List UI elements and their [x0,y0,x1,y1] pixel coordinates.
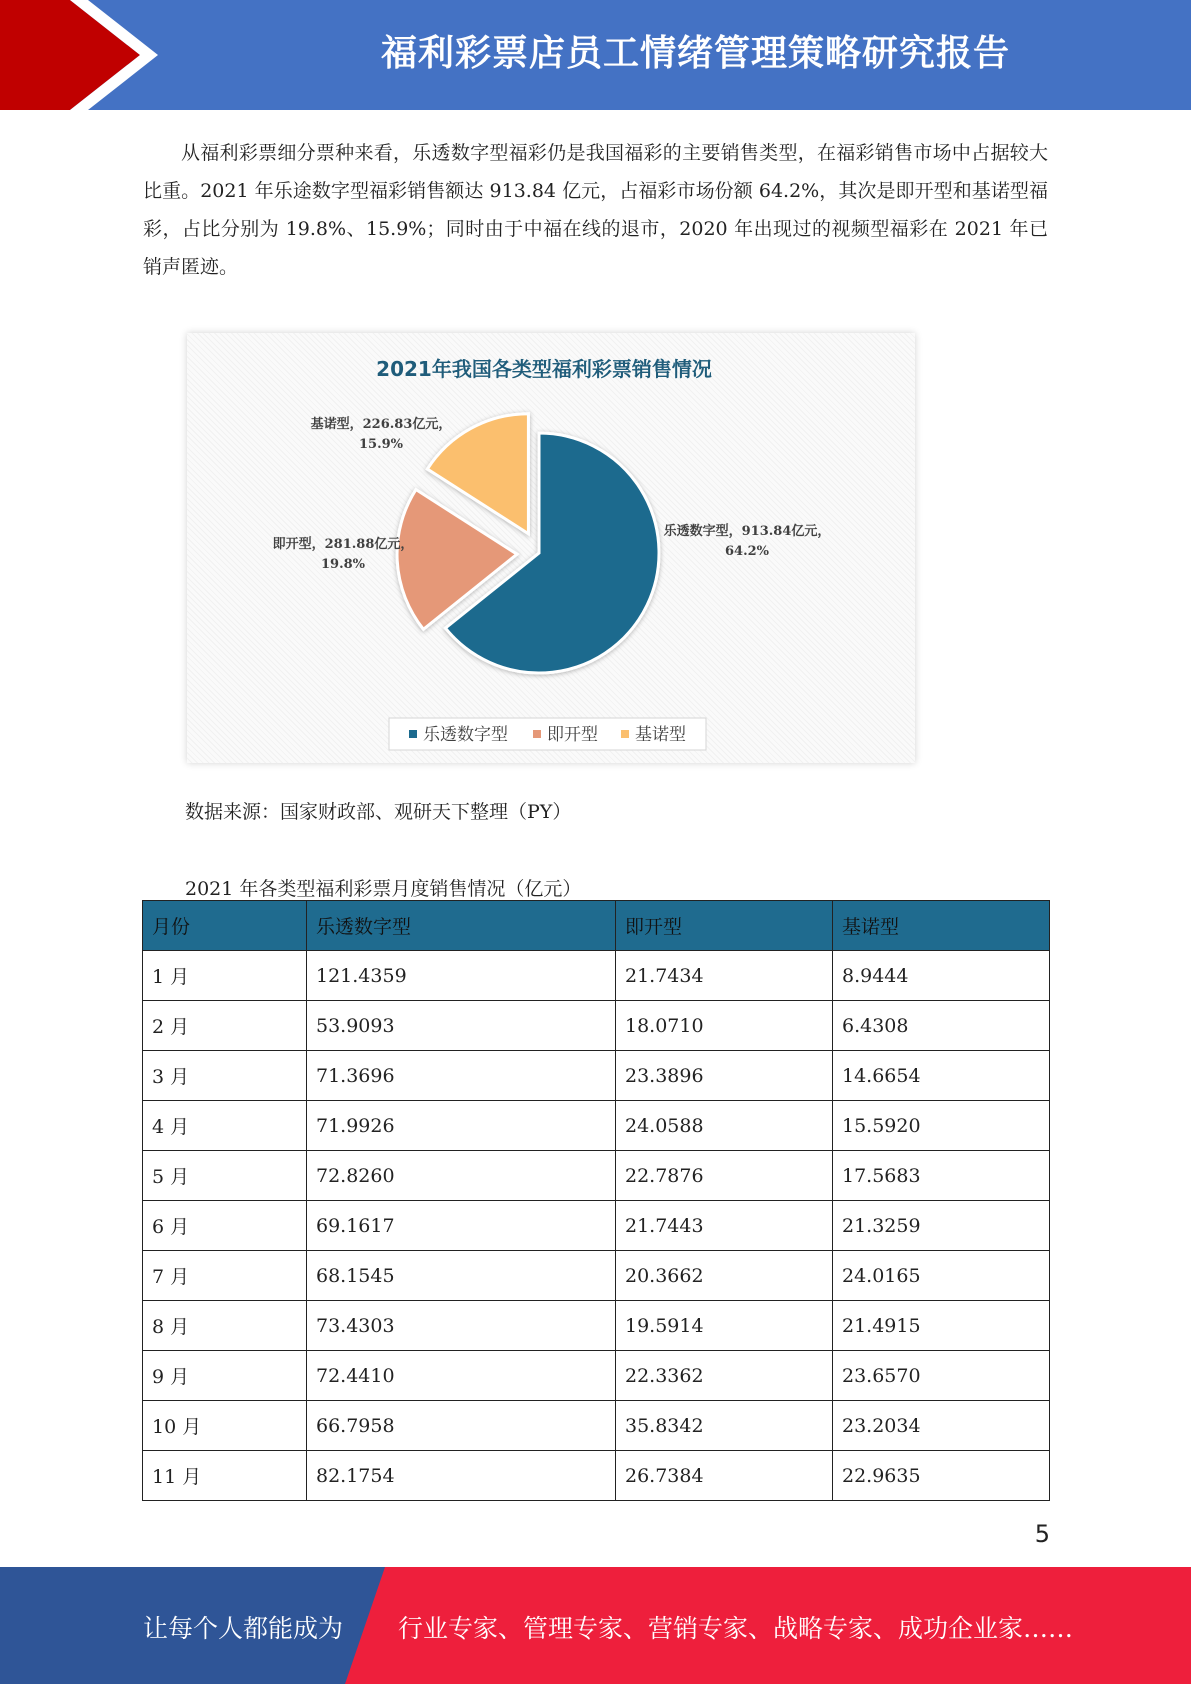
table-cell: 66.7958 [307,1401,616,1451]
table-cell: 8.9444 [833,951,1050,1001]
table-cell: 82.1754 [307,1451,616,1501]
slice-percent-label: 64.2% [724,544,770,559]
table-cell: 35.8342 [616,1401,833,1451]
pie-chart-svg [187,333,915,763]
page-header [0,0,1191,110]
table-cell: 6.4308 [833,1001,1050,1051]
source-note: 数据来源：国家财政部、观研天下整理（PY） [185,801,572,823]
page-number: 5 [1034,1520,1050,1548]
table-cell: 24.0165 [833,1251,1050,1301]
table-cell: 11 月 [143,1451,307,1501]
table-row [143,1251,1050,1301]
table-row [143,1001,1050,1051]
table-header-cell: 月份 [143,901,307,951]
legend-swatch [533,730,541,738]
table-row [143,1201,1050,1251]
table-cell: 5 月 [143,1151,307,1201]
table-cell: 22.9635 [833,1451,1050,1501]
table-cell: 72.4410 [307,1351,616,1401]
table-header-cell: 即开型 [616,901,833,951]
table-row [143,1151,1050,1201]
table-row [143,1351,1050,1401]
table-cell: 53.9093 [307,1001,616,1051]
table-cell: 24.0588 [616,1101,833,1151]
table-cell: 15.5920 [833,1101,1050,1151]
table-header-cell: 乐透数字型 [307,901,616,951]
table-cell: 8 月 [143,1301,307,1351]
table-cell: 121.4359 [307,951,616,1001]
table-cell: 18.0710 [616,1001,833,1051]
slice-percent-label: 15.9% [358,437,404,452]
legend-label: 基诺型 [635,725,686,745]
legend-swatch [409,730,417,738]
monthly-sales-table [142,900,1050,1501]
table-cell: 6 月 [143,1201,307,1251]
page-title: 福利彩票店员工情绪管理策略研究报告 [380,33,1010,74]
slice-label: 乐透数字型，913.84亿元， [663,524,831,539]
slice-label: 即开型，281.88亿元， [272,537,414,552]
slice-label: 基诺型，226.83亿元， [310,417,452,432]
page-footer [0,1567,1191,1684]
table-cell: 19.5914 [616,1301,833,1351]
table-caption: 2021 年各类型福利彩票月度销售情况（亿元） [185,878,582,900]
table-cell: 21.4915 [833,1301,1050,1351]
table-row [143,1101,1050,1151]
table-cell: 10 月 [143,1401,307,1451]
table-cell: 73.4303 [307,1301,616,1351]
table-header-cell: 基诺型 [833,901,1050,951]
table-cell: 23.3896 [616,1051,833,1101]
table-cell: 68.1545 [307,1251,616,1301]
table-cell: 26.7384 [616,1451,833,1501]
table-row [143,951,1050,1001]
table-cell: 72.8260 [307,1151,616,1201]
slice-percent-label: 19.8% [320,557,366,572]
table-cell: 4 月 [143,1101,307,1151]
table-cell: 21.3259 [833,1201,1050,1251]
table-cell: 21.7443 [616,1201,833,1251]
table-cell: 22.3362 [616,1351,833,1401]
table-row [143,1401,1050,1451]
legend-swatch [621,730,629,738]
table-cell: 71.9926 [307,1101,616,1151]
table-cell: 14.6654 [833,1051,1050,1101]
table-cell: 23.2034 [833,1401,1050,1451]
table-row [143,1051,1050,1101]
table-row [143,1451,1050,1501]
legend-label: 乐透数字型 [423,725,508,745]
table-cell: 7 月 [143,1251,307,1301]
table-cell: 21.7434 [616,951,833,1001]
footer-slogan-right: 行业专家、管理专家、营销专家、战略专家、成功企业家…… [398,1614,1074,1643]
table-cell: 23.6570 [833,1351,1050,1401]
table-cell: 69.1617 [307,1201,616,1251]
table-cell: 17.5683 [833,1151,1050,1201]
table-cell: 3 月 [143,1051,307,1101]
intro-paragraph: 从福利彩票细分票种来看，乐透数字型福彩仍是我国福彩的主要销售类型，在福彩销售市场中占据较大比重。2021 年乐途数字型福彩销售额达 913.84 亿元，占福彩市场份额 64.2%，其次是即开型和基诺型福彩，占比分别为 19.8%、15.9%；同时由于中福在线的退市，2020 年出现过的视频型福彩在 2021 年已销声匿迹。 [143,142,1048,278]
table-cell: 22.7876 [616,1151,833,1201]
footer-slogan-left: 让每个人都能成为 [143,1614,344,1643]
table-header-row [143,901,1050,951]
table-cell: 9 月 [143,1351,307,1401]
legend-label: 即开型 [547,725,598,745]
table-cell: 20.3662 [616,1251,833,1301]
chart-title: 2021年我国各类型福利彩票销售情况 [376,357,712,381]
table-cell: 2 月 [143,1001,307,1051]
table-cell: 1 月 [143,951,307,1001]
table-cell: 71.3696 [307,1051,616,1101]
pie-chart [187,333,915,763]
table-row [143,1301,1050,1351]
